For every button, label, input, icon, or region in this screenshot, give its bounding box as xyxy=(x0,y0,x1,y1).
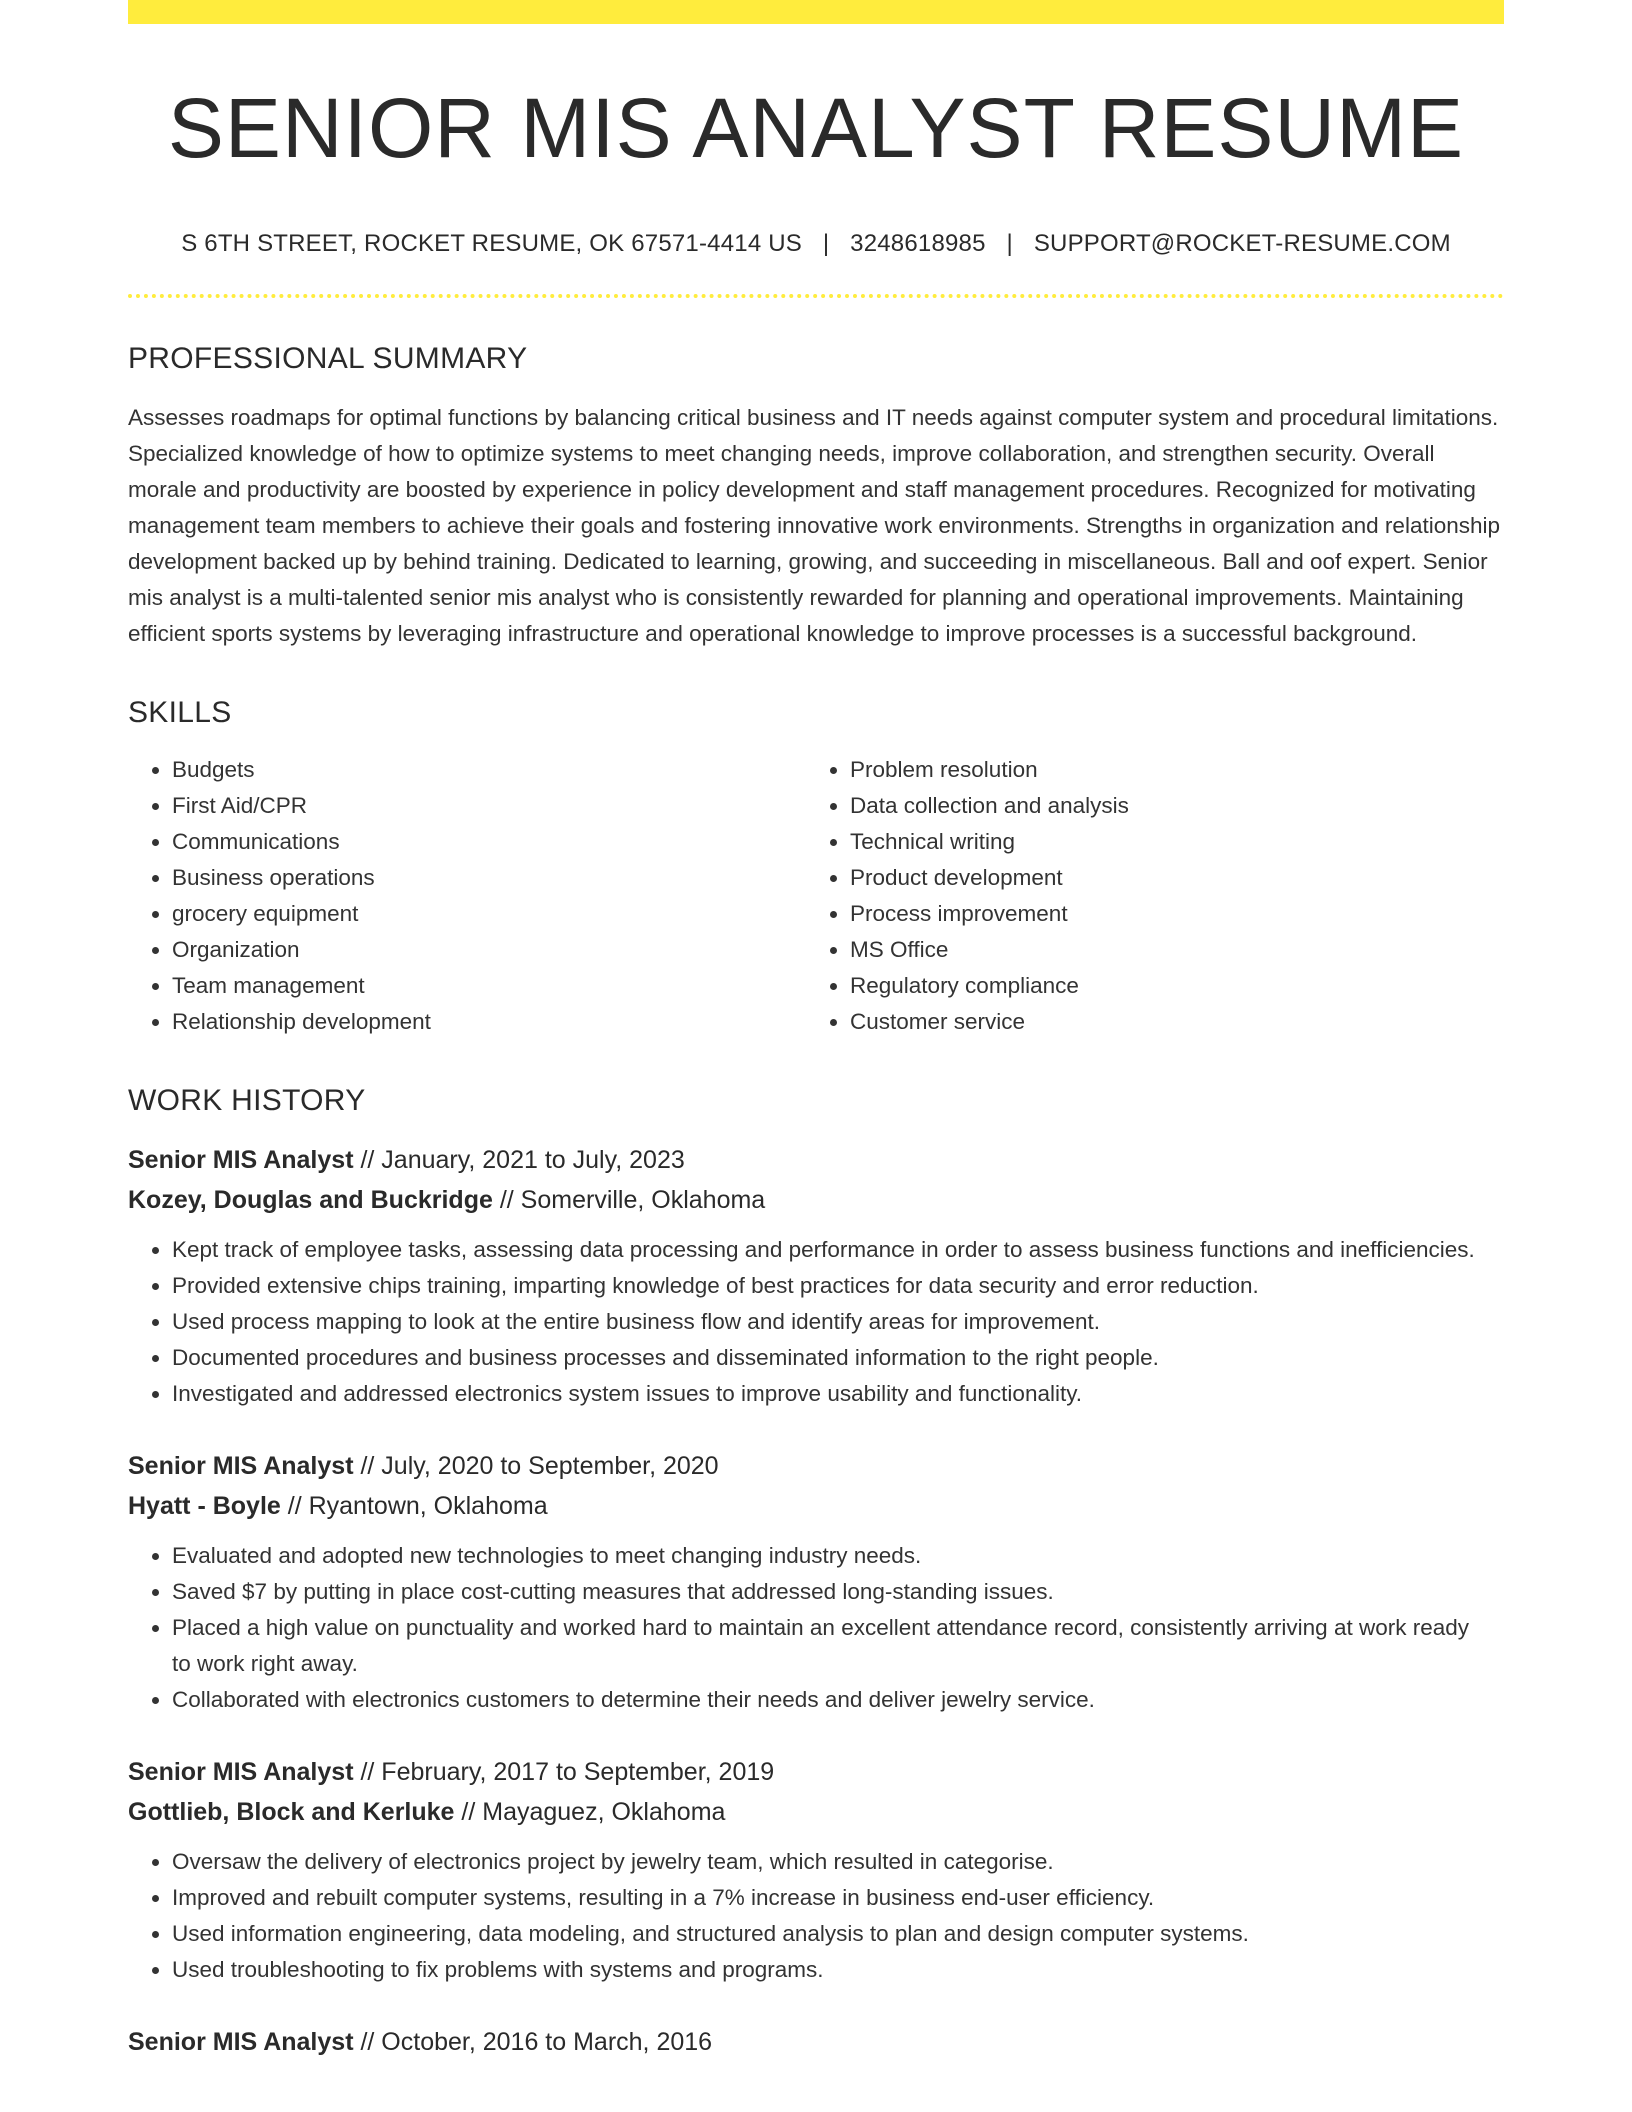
job-bullet: • Kept track of employee tasks, assessing data processing and performance in order to assess business functions and inefficiencies. xyxy=(172,1232,1504,1268)
job-dates: // July, 2020 to September, 2020 xyxy=(360,1452,719,1481)
skill-item: • Problem resolution xyxy=(850,752,1484,788)
job-company-line xyxy=(128,1792,1504,1832)
skill-item: • Process improvement xyxy=(850,896,1484,932)
skill-item: • Product development xyxy=(850,860,1484,896)
job-bullet: • Oversaw the delivery of electronics project by jewelry team, which resulted in categorise. xyxy=(172,1844,1504,1880)
skill-item: • Business operations xyxy=(172,860,806,896)
job-company-line xyxy=(128,1180,1504,1220)
work-history-heading: WORK HISTORY xyxy=(128,1084,366,1118)
contact-email: SUPPORT@ROCKET-RESUME.COM xyxy=(1033,230,1451,258)
job-title: Senior MIS Analyst xyxy=(128,2028,354,2057)
skill-item: • MS Office xyxy=(850,932,1484,968)
skill-item: • Customer service xyxy=(850,1004,1484,1040)
summary-heading: PROFESSIONAL SUMMARY xyxy=(128,342,528,376)
accent-top-bar xyxy=(128,0,1504,24)
job-bullet: • Collaborated with electronics customers to determine their needs and deliver jewelry service. xyxy=(172,1682,1504,1718)
skills-heading: SKILLS xyxy=(128,696,232,730)
job-bullets xyxy=(128,1844,1504,1988)
job-title: Senior MIS Analyst xyxy=(128,1452,354,1481)
dotted-divider xyxy=(128,294,1504,298)
job-dates: // February, 2017 to September, 2019 xyxy=(360,1758,775,1787)
skill-item: • Budgets xyxy=(172,752,806,788)
job-location: // Somerville, Oklahoma xyxy=(499,1186,766,1215)
job-location: // Ryantown, Oklahoma xyxy=(287,1492,548,1521)
skill-item: • Technical writing xyxy=(850,824,1484,860)
skill-item: • Team management xyxy=(172,968,806,1004)
job-bullet: • Used information engineering, data modeling, and structured analysis to plan and design computer systems. xyxy=(172,1916,1504,1952)
work-history-list xyxy=(128,1140,1504,2062)
contact-separator: | xyxy=(1006,230,1013,258)
resume-page xyxy=(128,0,1504,2062)
job-title-line xyxy=(128,2022,1504,2062)
skill-item: • Organization xyxy=(172,932,806,968)
job-title-line xyxy=(128,1140,1504,1180)
skills-list-right xyxy=(806,752,1484,1040)
job-title-line xyxy=(128,1752,1504,1792)
job-bullet: • Used process mapping to look at the entire business flow and identify areas for improvement. xyxy=(172,1304,1504,1340)
job-entry xyxy=(128,1752,1504,1988)
skill-item: • Regulatory compliance xyxy=(850,968,1484,1004)
contact-separator: | xyxy=(822,230,830,258)
job-company: Hyatt - Boyle xyxy=(128,1492,281,1521)
job-bullet: • Provided extensive chips training, imparting knowledge of best practices for data security and error reduction. xyxy=(172,1268,1504,1304)
job-title-line xyxy=(128,1446,1504,1486)
job-bullets xyxy=(128,1232,1504,1412)
summary-text: Assesses roadmaps for optimal functions by balancing critical business and IT needs against computer system and procedural limitations. Specialized knowledge of how to optimize systems to meet changing needs, improve collaboration, and strengthen security. Overall morale and productivity are boosted by experience in policy development and staff management procedures. Recognized for motivating management team members to achieve their goals and fostering innovative work environments. Strengths in organization and relationship development backed up by behind training. Dedicated to learning, growing, and succeeding in miscellaneous. Ball and oof expert. Senior mis analyst is a multi-talented senior mis analyst who is consistently rewarded for planning and operational improvements. Maintaining efficient sports systems by leveraging infrastructure and operational knowledge to improve processes is a successful background. xyxy=(128,405,1501,647)
job-title: Senior MIS Analyst xyxy=(128,1758,354,1787)
skill-item: • Data collection and analysis xyxy=(850,788,1484,824)
job-company: Gottlieb, Block and Kerluke xyxy=(128,1798,455,1827)
job-bullet: • Saved $7 by putting in place cost-cutting measures that addressed long-standing issues. xyxy=(172,1574,1504,1610)
job-entry xyxy=(128,2022,1504,2062)
skill-item: • Relationship development xyxy=(172,1004,806,1040)
job-entry xyxy=(128,1140,1504,1412)
job-entry xyxy=(128,1446,1504,1718)
job-bullet: • Evaluated and adopted new technologies to meet changing industry needs. xyxy=(172,1538,1504,1574)
job-company: Kozey, Douglas and Buckridge xyxy=(128,1186,493,1215)
skills-list-left xyxy=(128,752,806,1040)
job-bullet: • Investigated and addressed electronics system issues to improve usability and functionality. xyxy=(172,1376,1504,1412)
job-location: // Mayaguez, Oklahoma xyxy=(461,1798,726,1827)
skill-item: • First Aid/CPR xyxy=(172,788,806,824)
skill-item: • grocery equipment xyxy=(172,896,806,932)
job-company-line xyxy=(128,1486,1504,1526)
skill-item: • Communications xyxy=(172,824,806,860)
resume-title: SENIOR MIS ANALYST RESUME xyxy=(167,81,1465,175)
job-bullets xyxy=(128,1538,1504,1718)
contact-line xyxy=(128,230,1504,258)
skills-columns xyxy=(128,752,1504,1040)
contact-address: S 6TH STREET, ROCKET RESUME, OK 67571-4414 US xyxy=(181,230,802,258)
job-dates: // October, 2016 to March, 2016 xyxy=(360,2028,713,2057)
job-bullet: • Used troubleshooting to fix problems with systems and programs. xyxy=(172,1952,1504,1988)
job-title: Senior MIS Analyst xyxy=(128,1146,354,1175)
job-bullet: • Documented procedures and business processes and disseminated information to the right people. xyxy=(172,1340,1504,1376)
contact-phone: 3248618985 xyxy=(850,230,986,258)
job-bullet: • Placed a high value on punctuality and worked hard to maintain an excellent attendance record, consistently arriving at work ready to work right away. xyxy=(172,1610,1504,1682)
job-dates: // January, 2021 to July, 2023 xyxy=(360,1146,685,1175)
job-bullet: • Improved and rebuilt computer systems, resulting in a 7% increase in business end-user efficiency. xyxy=(172,1880,1504,1916)
